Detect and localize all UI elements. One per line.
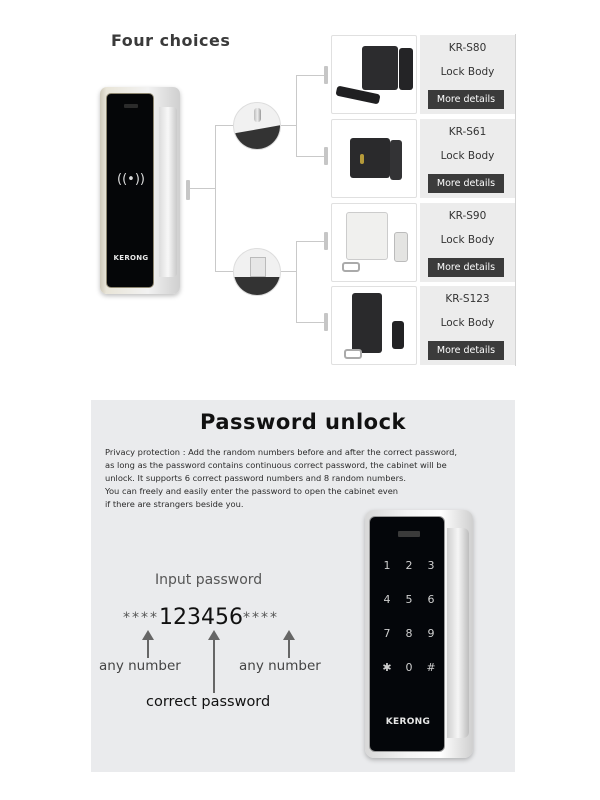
bolt-lock-detail-image bbox=[233, 248, 281, 296]
connector-line bbox=[190, 188, 215, 189]
key-3[interactable]: 3 bbox=[427, 559, 435, 572]
bolt-icon bbox=[250, 257, 266, 277]
option-card-kr-s123 bbox=[331, 286, 515, 366]
connector-tab bbox=[324, 66, 328, 84]
any-number-label-left: any number bbox=[99, 658, 181, 674]
device-side bbox=[159, 107, 177, 277]
lock-body-image bbox=[331, 286, 417, 365]
key-5[interactable]: 5 bbox=[405, 593, 413, 606]
arrow-up-icon bbox=[213, 638, 215, 693]
keypad-lock-device-image bbox=[365, 510, 473, 758]
product-type: Lock Body bbox=[440, 234, 495, 246]
lock-body-image bbox=[331, 203, 417, 282]
four-choices-section bbox=[0, 0, 600, 380]
lock-body-image bbox=[331, 119, 417, 198]
arrow-up-icon bbox=[288, 638, 290, 658]
connector-line bbox=[296, 75, 324, 76]
input-password-label: Input password bbox=[155, 572, 263, 588]
key-9[interactable]: 9 bbox=[427, 627, 435, 640]
rfid-lock-device-image bbox=[100, 87, 180, 294]
key-8[interactable]: 8 bbox=[405, 627, 413, 640]
key-4[interactable]: 4 bbox=[383, 593, 391, 606]
description-line: as long as the password contains continuous correct password, the cabinet will be bbox=[105, 460, 447, 470]
key-hash[interactable]: # bbox=[426, 661, 436, 674]
model-name: KR-S123 bbox=[445, 293, 490, 305]
description-line: unlock. It supports 6 correct password numbers and 8 random numbers. bbox=[105, 473, 406, 483]
description-line: if there are strangers beside you. bbox=[105, 499, 244, 509]
device-brand: KERONG bbox=[113, 254, 149, 262]
section-title: Password unlock bbox=[200, 410, 406, 434]
keypad-grid bbox=[376, 555, 442, 679]
option-card-kr-s61 bbox=[331, 119, 515, 199]
password-example bbox=[123, 605, 279, 633]
connector-line bbox=[296, 241, 297, 323]
connector-line bbox=[296, 75, 297, 157]
lock-body-image bbox=[331, 35, 417, 114]
key-icon bbox=[254, 108, 261, 122]
model-name: KR-S90 bbox=[448, 210, 487, 222]
rfid-icon: ((•)) bbox=[117, 172, 145, 187]
keypad-panel bbox=[369, 516, 445, 752]
key-7[interactable]: 7 bbox=[383, 627, 391, 640]
connector-line bbox=[296, 156, 324, 157]
connector-line bbox=[215, 125, 216, 272]
product-type: Lock Body bbox=[440, 150, 495, 162]
arrow-up-icon bbox=[147, 638, 149, 658]
password-unlock-section bbox=[91, 400, 515, 772]
more-details-button[interactable]: More details bbox=[428, 341, 504, 360]
model-name: KR-S61 bbox=[448, 126, 487, 138]
model-name: KR-S80 bbox=[448, 42, 487, 54]
connector-line bbox=[296, 322, 324, 323]
section-title: Four choices bbox=[111, 31, 231, 50]
device-side bbox=[447, 528, 469, 738]
option-card-kr-s80 bbox=[331, 35, 515, 115]
connector-line bbox=[215, 271, 235, 272]
key-6[interactable]: 6 bbox=[427, 593, 435, 606]
product-type: Lock Body bbox=[440, 317, 495, 329]
indicator-slot bbox=[398, 531, 420, 537]
key-lock-detail-image bbox=[233, 102, 281, 150]
correct-password-digits: 123456 bbox=[159, 605, 243, 630]
connector-line bbox=[281, 271, 296, 272]
key-0[interactable]: 0 bbox=[405, 661, 413, 674]
indicator-slot bbox=[124, 104, 138, 108]
connector-tab bbox=[324, 313, 328, 331]
device-panel bbox=[106, 93, 154, 288]
any-number-label-right: any number bbox=[239, 658, 321, 674]
prefix-random-digits: **** bbox=[123, 610, 159, 626]
connector-line bbox=[296, 241, 324, 242]
suffix-random-digits: **** bbox=[242, 610, 279, 626]
description-line: You can freely and easily enter the password to open the cabinet even bbox=[105, 486, 399, 496]
correct-password-label: correct password bbox=[146, 694, 271, 710]
key-1[interactable]: 1 bbox=[383, 559, 391, 572]
more-details-button[interactable]: More details bbox=[428, 174, 504, 193]
connector-tab bbox=[324, 232, 328, 250]
more-details-button[interactable]: More details bbox=[428, 90, 504, 109]
key-2[interactable]: 2 bbox=[405, 559, 413, 572]
key-star[interactable]: ✱ bbox=[382, 661, 392, 674]
connector-line bbox=[215, 125, 235, 126]
divider bbox=[515, 34, 516, 366]
connector-tab bbox=[324, 147, 328, 165]
option-card-kr-s90 bbox=[331, 203, 515, 283]
connector-line bbox=[281, 125, 296, 126]
more-details-button[interactable]: More details bbox=[428, 258, 504, 277]
description-line: Privacy protection : Add the random numbers before and after the correct password, bbox=[105, 447, 458, 457]
description bbox=[105, 446, 510, 511]
connector-tab bbox=[186, 180, 190, 200]
device-brand: KERONG bbox=[385, 717, 431, 727]
product-type: Lock Body bbox=[440, 66, 495, 78]
